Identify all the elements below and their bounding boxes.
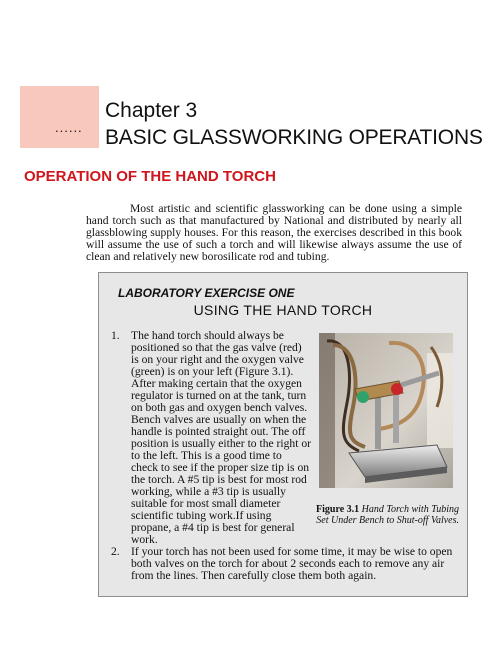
figure-caption-text: Hand Torch with Tubing Set Under Bench to Shut-off Valves. xyxy=(316,504,459,526)
figure-caption xyxy=(311,505,459,526)
hand-torch-illustration xyxy=(319,333,453,488)
section-heading: OPERATION OF THE HAND TORCH xyxy=(24,168,276,185)
step-number: 1. xyxy=(111,329,120,342)
step-item xyxy=(111,546,459,582)
exercise-box xyxy=(98,272,468,597)
exercise-title: USING THE HAND TORCH xyxy=(193,302,373,318)
exercise-label: LABORATORY EXERCISE ONE xyxy=(118,286,295,300)
step-text: The hand torch should always be positioned so that the gas valve (red) is on your right and the oxygen valve (green) is on your left (Figure 3.1). After making certain that the oxygen regulator is turned on at the tank, turn on both gas and oxygen bench valves. Bench valves are usually on when the handle is pointed straight out. The off position is usually either to the right or to the left. This is a good time to check to see if the proper size tip is on the torch. A #5 tip is best for most rod working, while a #3 tip is usually suitable for most small diameter scientific tubing work.If using propane, a #4 tip is best for general work. xyxy=(131,329,312,546)
figure-label: Figure 3.1 xyxy=(316,504,360,515)
intro-paragraph: Most artistic and scientific glassworking can be done using a simple hand torch such as that manufactured by National and distributed by nearly all glassblowing supply houses. For this reason, the exercises described in this book will assume the use of such a torch and will likewise always assume the use of clean and relatively new borosilicate rod and tubing. xyxy=(86,202,462,263)
chapter-color-block xyxy=(20,86,99,148)
chapter-title: BASIC GLASSWORKING OPERATIONS xyxy=(105,126,483,149)
chapter-label: Chapter 3 xyxy=(105,99,198,122)
step-item xyxy=(111,330,459,544)
chapter-dots: ...... xyxy=(55,120,83,135)
step-number: 2. xyxy=(111,545,120,558)
hand-torch-photo xyxy=(319,333,453,488)
step-text: If your torch has not been used for some time, it may be wise to open both valves on the torch for about 2 seconds each to remove any air from the lines. Then carefully close them both again. xyxy=(131,545,453,582)
exercise-steps xyxy=(111,330,459,582)
